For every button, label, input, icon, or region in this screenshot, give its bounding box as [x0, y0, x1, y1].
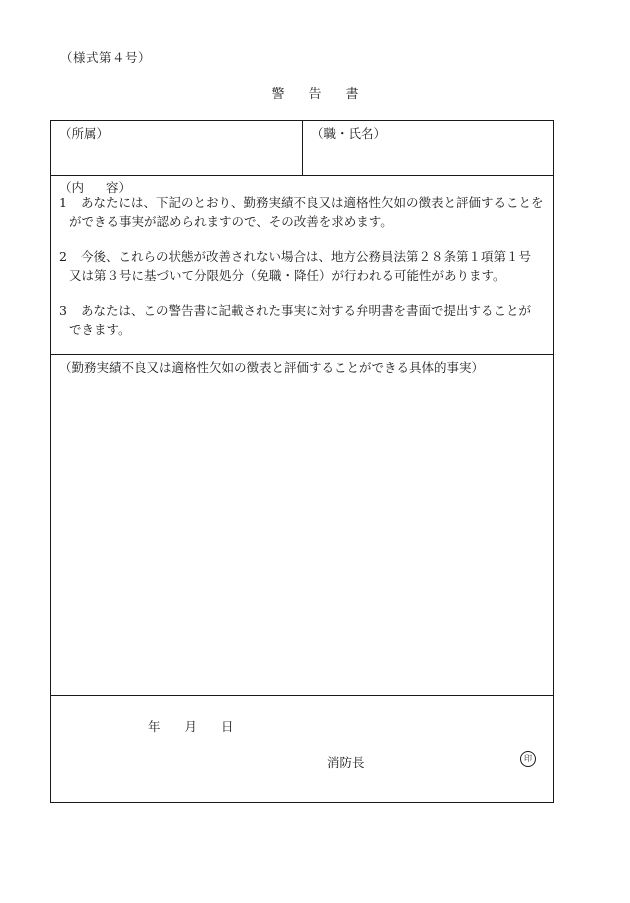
position-name-label: （職・氏名） — [311, 126, 387, 141]
warning-form — [50, 120, 554, 803]
content-label: （内 容） — [59, 180, 132, 195]
content-item-2: 2 今後、これらの状態が改善されない場合は、地方公務員法第２８条第１項第１号 又は第３号に基づいて分限処分（免職・降任）が行われる可能性があります。 — [59, 249, 532, 283]
affiliation-field[interactable] — [51, 121, 303, 175]
month-label: 月 — [184, 719, 198, 734]
content-item-1: 1 あなたには、下記のとおり、勤務実績不良又は適格性欠如の徴表と評価することを ができる事実が認められますので、その改善を求めます。 — [59, 195, 544, 229]
facts-field[interactable] — [51, 355, 553, 696]
position-name-field[interactable] — [303, 121, 553, 175]
day-label: 日 — [221, 719, 234, 734]
title-char-1: 警 — [271, 87, 285, 102]
date-field[interactable] — [148, 717, 234, 735]
year-label: 年 — [148, 719, 161, 734]
facts-label: （勤務実績不良又は適格性欠如の徴表と評価することができる具体的事実） — [59, 360, 485, 375]
fire-chief-label: 消防長 — [327, 755, 365, 770]
affiliation-label: （所属） — [59, 126, 110, 141]
seal-mark: 印 — [520, 751, 536, 767]
header-row — [51, 121, 553, 176]
content-section — [51, 176, 553, 355]
content-item-3: 3 あなたは、この警告書に記載された事実に対する弁明書を書面で提出することが できます。 — [59, 303, 532, 337]
title-char-2: 告 — [308, 87, 322, 102]
title-char-3: 書 — [345, 87, 359, 102]
form-number: （様式第４号） — [60, 50, 152, 65]
document-title — [0, 83, 630, 102]
